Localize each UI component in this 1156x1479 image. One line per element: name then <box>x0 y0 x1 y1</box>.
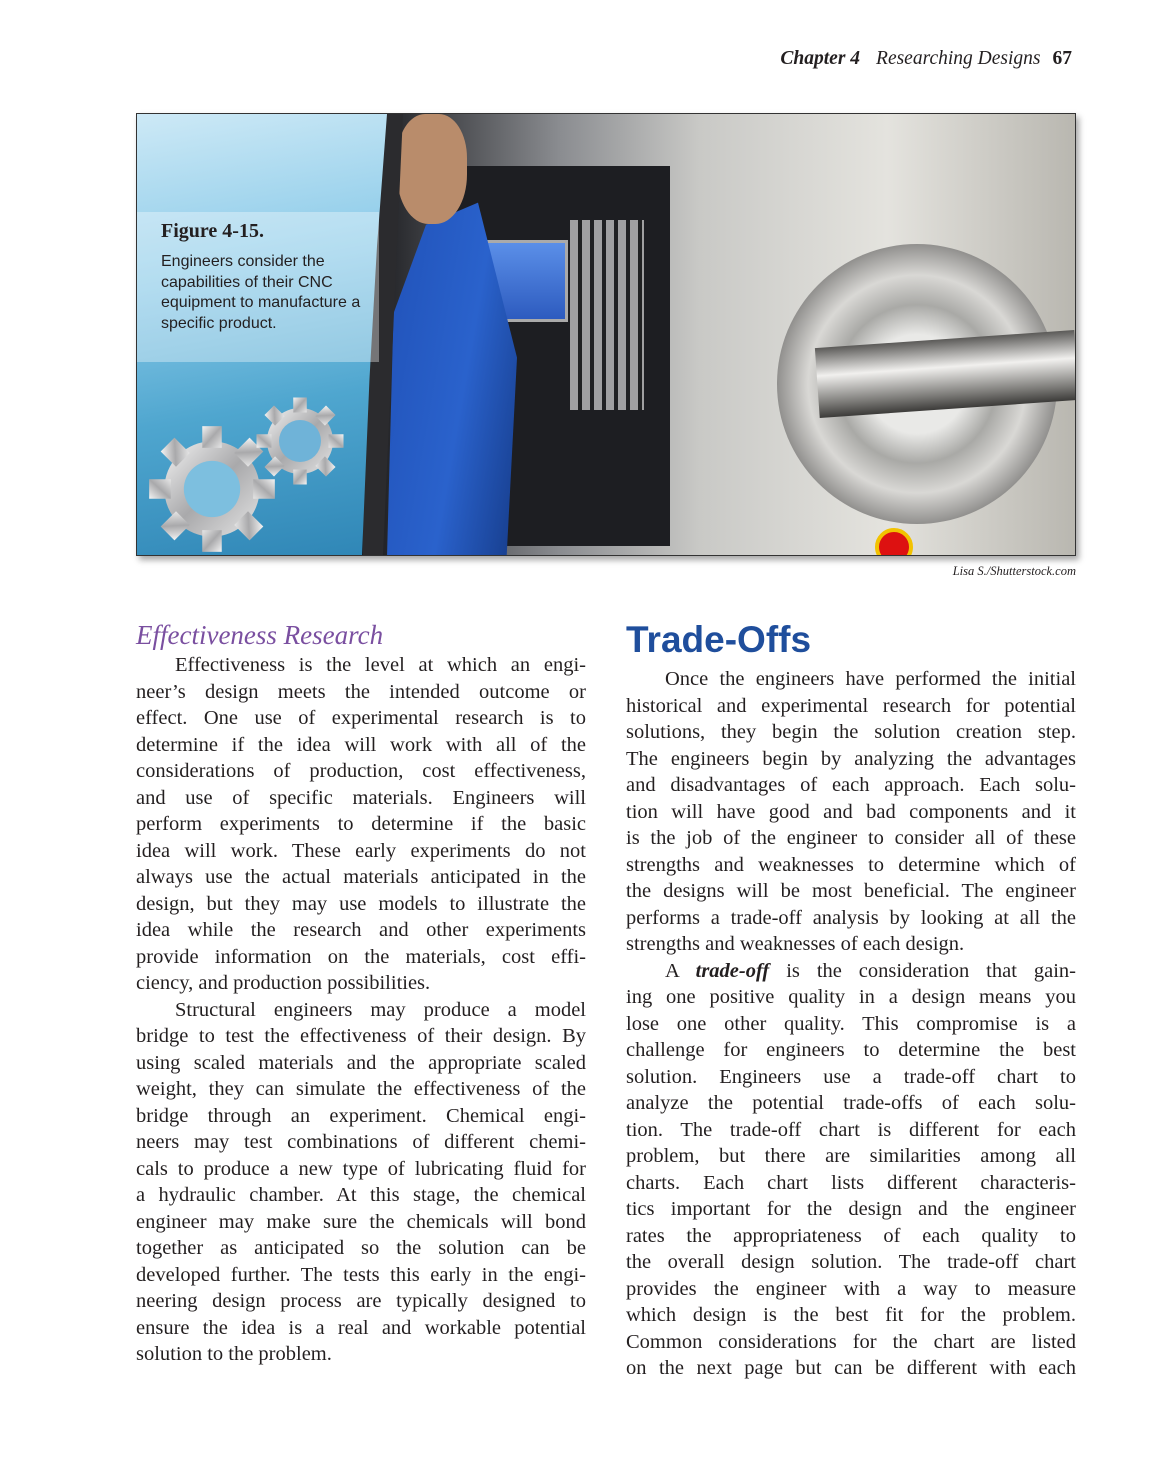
text-line: design, but they may use models to illustrate the <box>136 892 586 915</box>
section-heading-effectiveness-research: Effectiveness Research <box>136 620 384 650</box>
text-line: lose one other quality. This compromise is a <box>626 1012 1076 1035</box>
text-line: developed further. The tests this early in the engi- <box>136 1263 586 1286</box>
page-number: 67 <box>1052 48 1072 69</box>
text-line: ing one positive quality in a design means you <box>626 986 1076 1008</box>
text-line: tics important for the design and the engineer <box>626 1198 1076 1220</box>
figure-caption: Engineers consider the capabilities of their CNC equipment to manufacture a specific product. <box>161 253 361 332</box>
key-term: trade-off <box>695 959 770 982</box>
text-line: which design is the best fit for the problem. <box>626 1304 1076 1326</box>
text-line: rates the appropriateness of each quality to <box>626 1224 1076 1247</box>
left-body <box>136 652 586 1368</box>
text-line: the overall design solution. The trade-off chart <box>626 1251 1076 1273</box>
text-line: weight, they can simulate the effectiveness of the <box>136 1078 586 1100</box>
figure-label: Figure 4-15. <box>161 220 264 242</box>
left-column <box>136 618 586 1368</box>
text-line: idea while the research and other experiments <box>136 919 586 941</box>
text-line: ciency, and production possibilities. <box>136 972 431 994</box>
text-line: a hydraulic chamber. At this stage, the chemical <box>136 1184 586 1206</box>
text-line: neers may test combinations of different chemi- <box>136 1131 586 1153</box>
text-line: together as anticipated so the solution can be <box>136 1237 586 1259</box>
text-line: Structural engineers may produce a model <box>175 998 586 1021</box>
text-line: considerations of production, cost effectiveness, <box>136 760 586 782</box>
text-line: A trade-off is the consideration that gain- <box>665 959 1076 982</box>
text-line: problem, but there are similarities among all <box>626 1145 1076 1167</box>
text-line: bridge to test the effectiveness of their design. By <box>136 1025 586 1047</box>
gear-icon-small <box>255 396 345 486</box>
chapter-title: Researching Designs <box>876 48 1041 69</box>
text-line: solution. Engineers use a trade-off chart to <box>626 1065 1076 1088</box>
text-line: Once the engineers have performed the initial <box>665 668 1076 690</box>
paragraph <box>626 958 1076 1382</box>
paragraph <box>626 666 1076 958</box>
text-line: bridge through an experiment. Chemical engi- <box>136 1104 586 1127</box>
emergency-stop-image <box>875 528 913 556</box>
text-line: is the job of the engineer to consider all of these <box>626 827 1076 849</box>
text-line: neering design process are typically designed to <box>136 1290 586 1312</box>
text-line: The engineers begin by analyzing the advantages <box>626 747 1076 770</box>
text-line: perform experiments to determine if the basic <box>136 813 586 835</box>
text-line: strengths and weaknesses of each design. <box>626 933 965 955</box>
text-line: and use of specific materials. Engineers will <box>136 786 586 809</box>
figure-cnc-photo <box>136 113 1076 556</box>
text-line: charts. Each chart lists different characteris- <box>626 1171 1076 1194</box>
text-line: the designs will be most beneficial. The engineer <box>626 880 1076 902</box>
text-line: and disadvantages of each approach. Each solu- <box>626 774 1076 796</box>
text-line: on the next page but can be different with each <box>626 1357 1076 1379</box>
text-line: solution to the problem. <box>136 1343 332 1365</box>
text-line: Common considerations for the chart are listed <box>626 1330 1076 1353</box>
text-line: engineer may make sure the chemicals will bond <box>136 1210 586 1233</box>
text-line: tion. The trade-off chart is different for each <box>626 1118 1076 1141</box>
text-line: ensure the idea is a real and workable potential <box>136 1316 586 1339</box>
right-body <box>626 666 1076 1382</box>
cnc-keypad-image <box>570 220 644 410</box>
text-line: tion will have good and bad components and it <box>626 800 1076 823</box>
text-line: strengths and weaknesses to determine which of <box>626 853 1076 876</box>
text-line: provide information on the materials, cost effi- <box>136 945 586 968</box>
engineer-head-image <box>397 114 467 224</box>
text-line: idea will work. These early experiments do not <box>136 839 586 862</box>
text-line: historical and experimental research for potential <box>626 694 1076 717</box>
paragraph <box>136 997 586 1368</box>
text-line: always use the actual materials anticipated in the <box>136 866 586 888</box>
text-line: performs a trade-off analysis by looking at all the <box>626 906 1076 929</box>
text-line: cals to produce a new type of lubricating fluid for <box>136 1157 586 1180</box>
text-line: provides the engineer with a way to measure <box>626 1277 1076 1300</box>
paragraph <box>136 652 586 997</box>
text-line: determine if the idea will work with all of the <box>136 733 586 756</box>
text-line: analyze the potential trade-offs of each solu- <box>626 1092 1076 1114</box>
text-line: challenge for engineers to determine the best <box>626 1039 1076 1061</box>
right-column <box>626 618 1076 1382</box>
chapter-number: Chapter 4 <box>780 48 861 69</box>
text-line: using scaled materials and the appropriate scaled <box>136 1051 586 1074</box>
text-line: effect. One use of experimental research is to <box>136 707 586 729</box>
text-line: Effectiveness is the level at which an engi- <box>175 654 586 676</box>
text-line: solutions, they begin the solution creation step. <box>626 721 1076 743</box>
section-heading-trade-offs: Trade-Offs <box>626 619 812 660</box>
photo-credit: Lisa S./Shutterstock.com <box>952 564 1076 578</box>
running-header <box>780 48 1072 70</box>
text-line: neer’s design meets the intended outcome or <box>136 680 586 703</box>
